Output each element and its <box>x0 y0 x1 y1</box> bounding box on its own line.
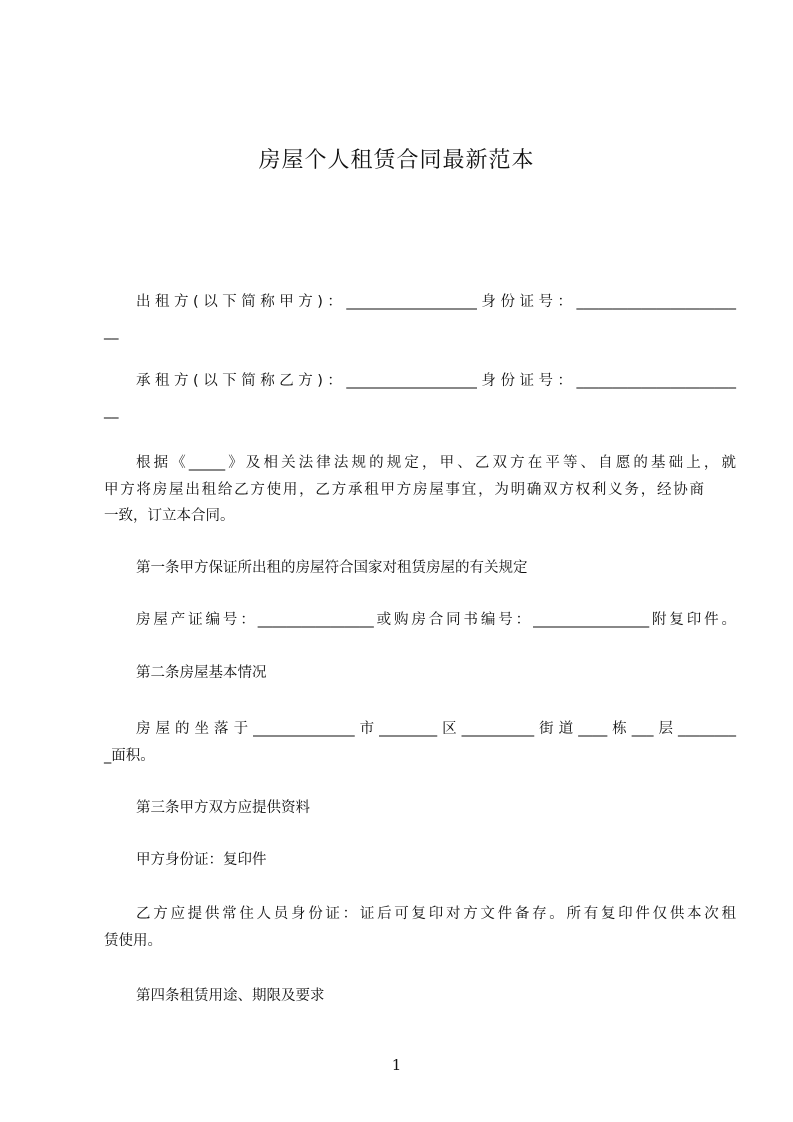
page-number: 1 <box>391 1056 402 1074</box>
lessor-line-cont: __ <box>104 324 119 340</box>
lessee-id-cont: 赁使用。 <box>104 933 162 949</box>
lessee-line: 承租方(以下简称乙方)：__________________身份证号：______________________ <box>136 373 736 389</box>
lessee-line-cont: __ <box>104 403 119 419</box>
property-cert-line: 房屋产证编号：________________或购房合同书编号：________________附复印件。 <box>136 612 736 628</box>
document-title: 房屋个人租赁合同最新范本 <box>258 148 535 173</box>
property-location-cont: _面积。 <box>104 748 155 764</box>
article-1-heading: 第一条甲方保证所出租的房屋符合国家对租赁房屋的有关规定 <box>136 560 528 576</box>
lessor-id-line: 甲方身份证：复印件 <box>136 852 267 868</box>
article-3-heading: 第三条甲方双方应提供资料 <box>136 800 310 816</box>
preamble-line-1: 根据《_____》及相关法律法规的规定，甲、乙双方在平等、自愿的基础上，就 <box>136 455 736 471</box>
lessee-id-line: 乙方应提供常住人员身份证：证后可复印对方文件备存。所有复印件仅供本次租 <box>136 906 736 922</box>
preamble-line-3: 一致，订立本合同。 <box>104 508 235 524</box>
property-location-line: 房屋的坐落于______________市________区__________街道____栋___层________ <box>136 721 736 737</box>
preamble-line-2: 甲方将房屋出租给乙方使用，乙方承租甲方房屋事宜，为明确双方权利义务，经协商 <box>104 482 704 498</box>
article-4-heading: 第四条租赁用途、期限及要求 <box>136 988 325 1004</box>
article-2-heading: 第二条房屋基本情况 <box>136 665 267 681</box>
lessor-line: 出租方(以下简称甲方)：__________________身份证号：______________________ <box>136 294 736 310</box>
